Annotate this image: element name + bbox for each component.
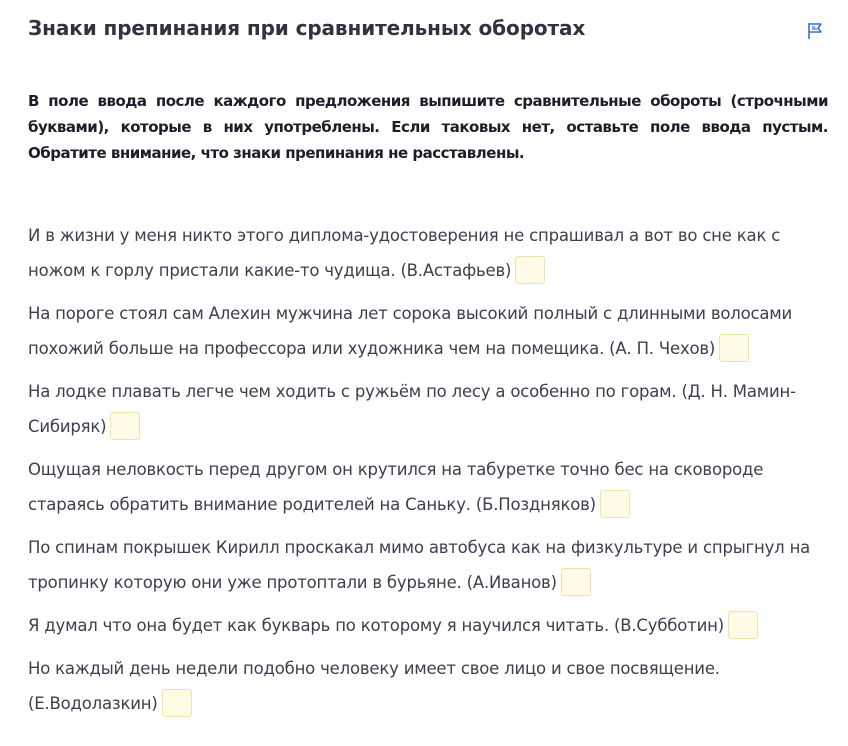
answer-input-6[interactable] — [728, 611, 758, 639]
answer-input-3[interactable] — [110, 412, 140, 440]
answer-input-2[interactable] — [719, 334, 749, 362]
sentence-6 — [28, 608, 828, 643]
sentence-text: На лодке плавать легче чем ходить с ружьём по лесу а особенно по горам. (Д. Н. Мамин-Сибиряк) — [28, 382, 796, 436]
sentence-text: Я думал что она будет как букварь по которому я научился читать. (В.Субботин) — [28, 616, 724, 635]
sentence-3 — [28, 374, 828, 444]
answer-input-5[interactable] — [561, 568, 591, 596]
sentence-5 — [28, 530, 828, 600]
sentence-7 — [28, 651, 828, 721]
sentence-text: На пороге стоял сам Алехин мужчина лет сорока высокий полный с длинными волосами похожий больше на профессора или художника чем на помещика. (А. П. Чехов) — [28, 304, 793, 358]
sentence-4 — [28, 452, 828, 522]
page-title: Знаки препинания при сравнительных оборотах — [28, 16, 586, 40]
answer-input-4[interactable] — [600, 490, 630, 518]
instruction-text: В поле ввода после каждого предложения выпишите сравнительные обороты (строчными буквами), которые в них употреблены. Если таковых нет, оставьте поле ввода пустым. Обратите внимание, что знаки препинания не расставлены. — [28, 92, 828, 162]
flag-icon[interactable] — [806, 21, 826, 41]
answer-input-7[interactable] — [162, 689, 192, 717]
sentence-text: Но каждый день недели подобно человеку имеет свое лицо и свое посвящение. (Е.Водолазкин) — [28, 659, 720, 713]
sentence-2 — [28, 296, 828, 366]
sentence-text: Ощущая неловкость перед другом он крутился на табуретке точно бес на сковороде стараясь обратить внимание родителей на Саньку. (Б.Поздняков) — [28, 460, 764, 514]
sentence-list — [28, 218, 828, 729]
answer-input-1[interactable] — [515, 256, 545, 284]
sentence-text: По спинам покрышек Кирилл проскакал мимо автобуса как на физкультуре и спрыгнул на тропинку которую они уже протоптали в бурьяне. (А.Иванов) — [28, 538, 811, 592]
sentence-text: И в жизни у меня никто этого диплома-удостоверения не спрашивал а вот во сне как с ножом к горлу пристали какие-то чудища. (В.Астафьев) — [28, 226, 781, 280]
sentence-1 — [28, 218, 828, 288]
